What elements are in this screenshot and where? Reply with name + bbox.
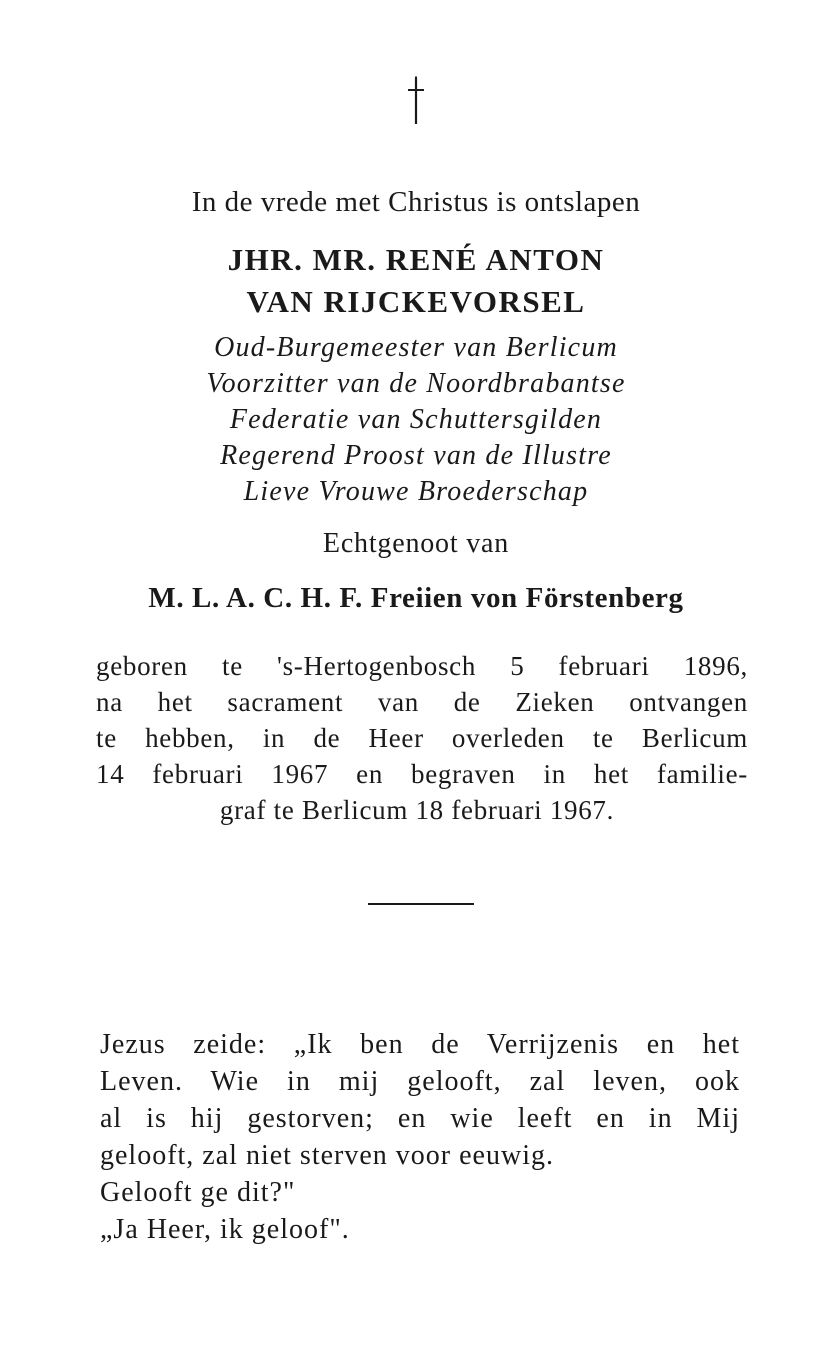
scripture-quote	[100, 1026, 740, 1248]
cross-icon	[0, 76, 832, 138]
bio-line: graf te Berlicum 18 februari 1967.	[219, 795, 615, 825]
deceased-name-line1: JHR. MR. RENÉ ANTON	[227, 242, 605, 277]
quote-line: „Ja Heer, ik geloof".	[100, 1214, 350, 1245]
bio-line: geboren te 's-Hertogenbosch 5 februari 1896,	[96, 651, 748, 681]
title-line: Voorzitter van de Noordbrabantse	[206, 368, 626, 399]
quote-line: Gelooft ge dit?"	[100, 1177, 296, 1208]
bio-line: 14 februari 1967 en begraven in het familie-	[96, 759, 748, 789]
title-line: Oud-Burgemeester van Berlicum	[214, 332, 618, 363]
titles-block	[0, 330, 832, 510]
quote-line: al is hij gestorven; en wie leeft en in Mij	[100, 1103, 740, 1134]
deceased-name-line2: VAN RIJCKEVORSEL	[246, 284, 586, 319]
quote-line: Jezus zeide: „Ik ben de Verrijzenis en het	[100, 1029, 740, 1060]
quote-line: Leven. Wie in mij gelooft, zal leven, ook	[100, 1066, 740, 1097]
intro-text: In de vrede met Christus is ontslapen	[191, 186, 641, 218]
biography-block	[96, 648, 748, 828]
spouse-label: Echtgenoot van	[322, 528, 510, 559]
quote-line: gelooft, zal niet sterven voor eeuwig.	[100, 1140, 554, 1171]
title-line: Federatie van Schuttersgilden	[229, 404, 603, 435]
title-line: Lieve Vrouwe Broederschap	[243, 476, 589, 507]
spouse-name: M. L. A. C. H. F. Freiien von Förstenberg	[148, 582, 684, 614]
bio-line: na het sacrament van de Zieken ontvangen	[96, 687, 748, 717]
divider	[368, 903, 474, 905]
title-line: Regerend Proost van de Illustre	[220, 440, 612, 471]
bio-line: te hebben, in de Heer overleden te Berlicum	[96, 723, 748, 753]
